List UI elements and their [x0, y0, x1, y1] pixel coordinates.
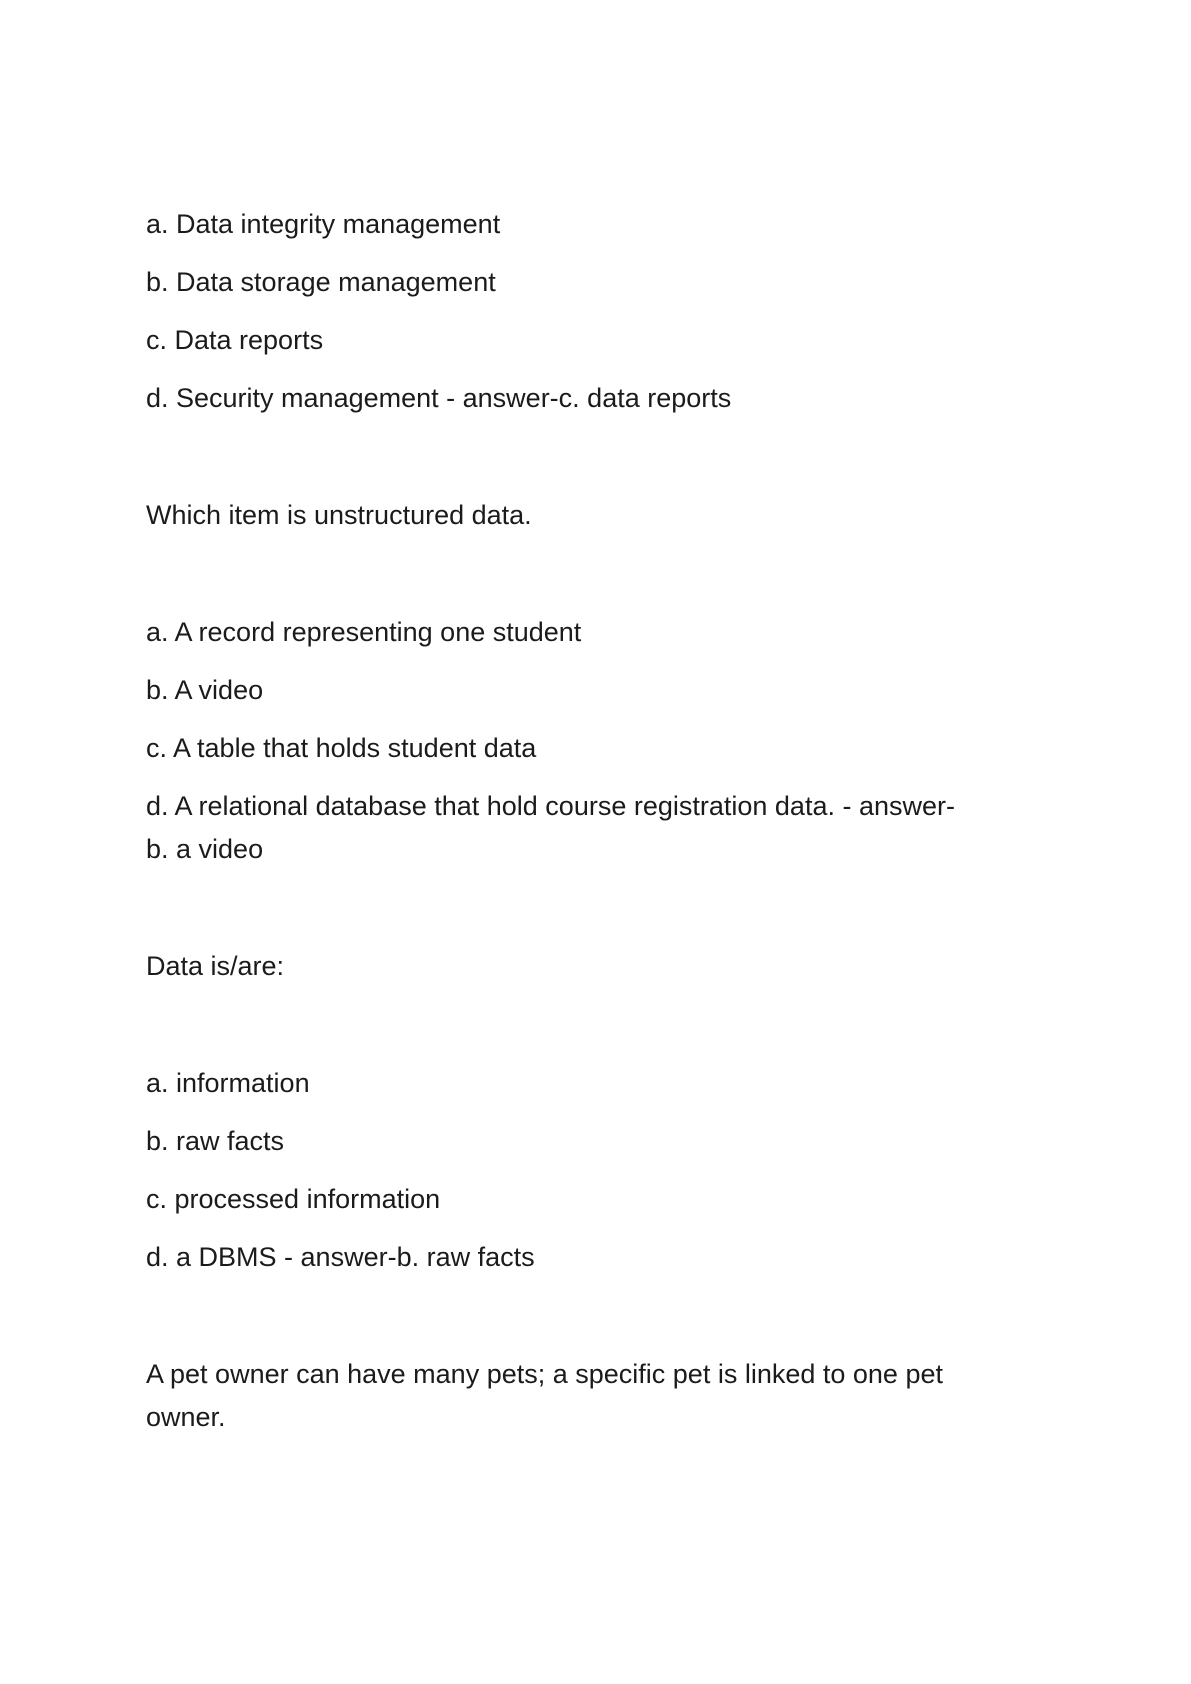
q2-option-c: c. A table that holds student data [146, 733, 537, 763]
q3-option-a: a. information [146, 1068, 310, 1098]
q4-question-line2: owner. [146, 1402, 226, 1432]
q2-answer-continuation: b. a video [146, 834, 264, 864]
q2-option-b: b. A video [146, 675, 264, 705]
q1-option-d-with-answer: d. Security management - answer-c. data reports [146, 383, 732, 413]
q1-option-b: b. Data storage management [146, 267, 496, 297]
q3-option-b: b. raw facts [146, 1126, 285, 1156]
q4-question-line1: A pet owner can have many pets; a specific pet is linked to one pet [146, 1359, 943, 1389]
q2-question: Which item is unstructured data. [146, 500, 532, 530]
q3-option-c: c. processed information [146, 1184, 441, 1214]
q3-question: Data is/are: [146, 951, 285, 981]
q1-option-a: a. Data integrity management [146, 209, 501, 239]
q1-option-c: c. Data reports [146, 325, 324, 355]
q2-option-a: a. A record representing one student [146, 617, 582, 647]
q3-option-d-with-answer: d. a DBMS - answer-b. raw facts [146, 1242, 535, 1272]
q2-option-d-with-answer: d. A relational database that hold course registration data. - answer- [146, 791, 955, 821]
